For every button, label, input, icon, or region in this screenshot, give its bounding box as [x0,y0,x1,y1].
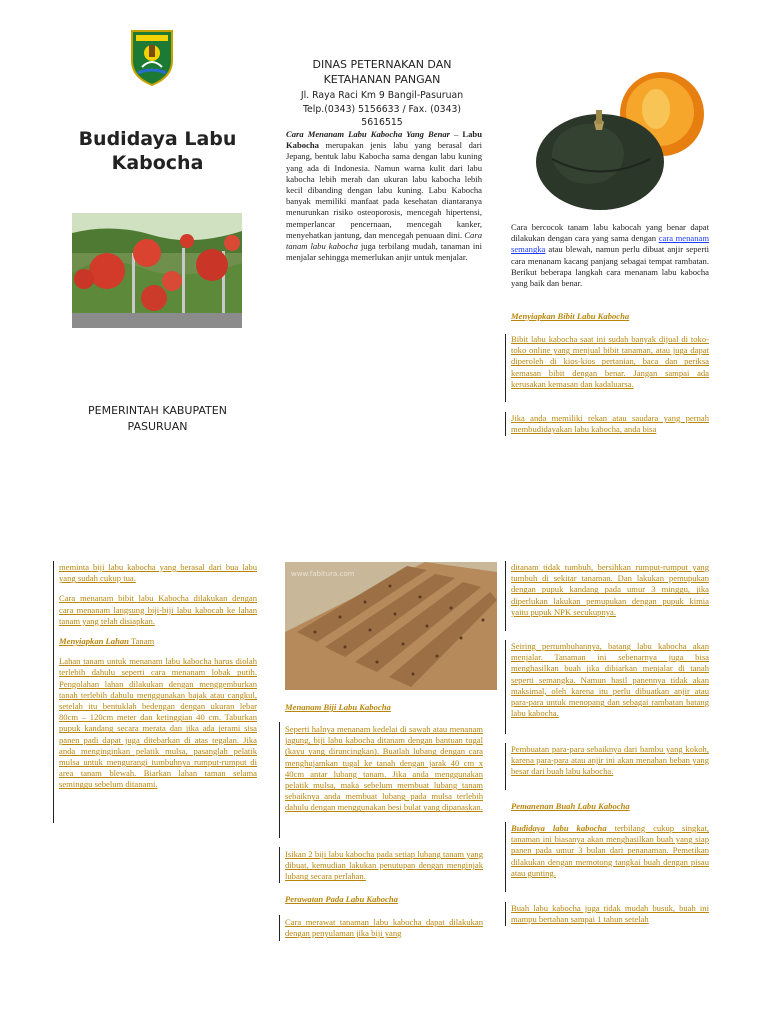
title-line2: Kabocha [111,152,204,174]
page-title [60,127,255,175]
right-intro-a: Cara bercocok tanam labu kabocah yang benar dapat dilakukan dengan cara yang sama dengan [511,222,709,244]
col3-paragraph-5[interactable]: Buah labu kabocha juga tidak mudah busuk, buah ini mampu bertahan sampai 1 tahun setelah [511,903,709,925]
col3-p4-text: terbilang cukup singkat, tanaman ini biasanya akan menghasilkan buah yang siap panen pada umur 3 bulan dari penanaman. Pemetikan dilakukan dengan memotong tangkai buah dengan pisau atau gunting. [511,823,709,878]
column-left [59,562,257,800]
bibit-paragraph[interactable]: Bibit labu kabocha saat ini sudah banyak dijual di toko-toko online yang menjual bibit tanaman, atau juga dapat diperoleh di kios-kios pertanian, baca dan periksa kemasan bibit dengan benar. Jangan sampai ada kerusakan kemasan dan kadaluarsa. [511,334,709,389]
margin-bar [279,915,280,941]
col1-paragraph-1[interactable]: meminta biji labu kabocha yang berasal dari bua labu yang sudah cukup tua. [59,562,257,584]
col2-paragraph-1[interactable]: Seperti halnya menanam kedelai di sawah atau menanam jagung, biji labu kabocha ditanam dengan bantuan tugal (kayu yang diruncingkan). Buatlah lubang dengan cara menghujamkan tugal ke tanah dengan jarak 40 cm x 40cm antar lubang tanam. Jika anda menggunakan pelatik mulsa, maka sebelum membuat lubang tanam sebaiknya anda membuat lubang pada mulsa terlebih dahulu dengan menggunakan besi bulat yang dipanaskan. [285,724,483,813]
title-line1: Budidaya Labu [78,128,237,150]
agency-address: Jl. Raya Raci Km 9 Bangil-Pasuruan [300,90,464,101]
photo-watermark: www.fabitura.com [291,570,355,578]
agency-name-line1: DINAS PETERNAKAN DAN [312,58,452,71]
planting-bed-photo [285,562,497,690]
heading-perawatan: Perawatan Pada Labu Kabocha [285,894,398,904]
rekan-paragraph[interactable]: Jika anda memiliki rekan atau saudara yang pernah membudidayakan labu kabocha, anda bisa [511,413,709,435]
col1-paragraph-3[interactable]: Lahan tanam untuk menanam labu kabocha harus diolah terlebih dahulu seperti cara menanam lobak putih. Pengolahan lahan dilakukan dengan menggemburkan tanah terlebih dahulu menggunakan bajak atau cangkul, setelah itu bentuklah bedengan dengan ukuran lebar 80cm – 120cm meter dan ketinggian 40 cm. Taburkan pupuk kandang secara merata dan jika ada jerami sisa panen padi dapat juga ditebarkan di atas tegalan. Jika anda menginginkan pelatik mulsa, pasanglah pelatik mulsa untuk mengurangi tumbuhnya rumput-rumput di area tanam blewah. Biarkan lahan taman selama seminggu sebelum ditanami. [59,656,257,790]
budidaya-bold: Budidaya labu kabocha [511,823,607,833]
col3-paragraph-3[interactable]: Pembuatan para-para sebaiknya dari bambu yang kokoh, karena para-para atau anjir ini akan menahan beban yang besar dari buah labu kabocha. [511,744,709,777]
heading-lahan-italic: Menyiapkan Lahan [59,636,129,647]
col2-paragraph-2[interactable]: Isikan 2 biji labu kabocha pada setiap lubang tanam yang dibuat, kemudian lakukan penutupan dengan menginjak lubang secara perlahan. [285,849,483,882]
intro-italic2: Cara tanam labu kabocha [286,229,482,252]
heading-pemanenan: Pemanenan Buah Labu Kabocha [511,801,630,811]
margin-bar [505,902,506,926]
heading-lahan-rest: Tanam [128,636,155,647]
government-line1: PEMERINTAH KABUPATEN [88,404,227,417]
intro-paragraph [286,129,482,263]
col2-paragraph-3[interactable]: Cara merawat tanaman labu kabocha dapat dilakukan dengan penyulaman jika biji yang [285,917,483,939]
regency-logo [128,27,176,87]
right-intro [511,222,709,289]
col3-paragraph-4[interactable] [511,823,709,879]
intro-lead-italic: Cara Menanam Labu Kabocha Yang Benar [286,129,450,139]
right-intro-b: atau blewah, namun perlu dibuat anjir seperti cara menanam kacang panjang sebagai tempat rambatan. Berikut beberapa langkah cara menanam labu kabocha yang baik dan benar. [511,244,709,289]
margin-bar [505,822,506,892]
kabocha-vines-photo [72,213,242,328]
heading-lahan [59,636,257,647]
margin-bar [505,743,506,790]
intro-body1: merupakan jenis labu yang berasal dari Jepang, bentuk labu Kabocha sama dengan labu kuning yang ada di Indonesia. Namun warna kulit dari labu kabocha lebih merah dan ukuran labu kabocha lebih kecil dibanding dengan labu kuning. Labu Kabocha banyak memiliki manfaat pada kesehatan diantaranya menurunkan risiko osteoporosis, mencegah hipertensi, memperlancar pencernaan, mencegah kanker, menyehatkan jantung, dan mencegah penuaan dini. [286,140,482,240]
agency-phone2: 5616515 [361,117,403,128]
margin-bar [505,561,506,631]
agency-name-line2: KETAHANAN PANGAN [323,73,441,86]
heading-bibit: Menyiapkan Bibit Labu Kabocha [511,311,630,321]
semangka-link[interactable]: cara menanam semangka [511,233,709,255]
margin-bar [53,561,54,823]
margin-bar [505,412,506,436]
agency-phone: Telp.(0343) 5156633 / Fax. (0343) [302,103,462,115]
col3-paragraph-1[interactable]: ditanam tidak tumbuh, bersihkan rumput-rumput yang tumbuh di sekitar tanaman. Dan lakukan pemupukan dengan pupuk kandang pada umur 3 minggu, jika diperlukan lakukan pemupukan dengan pupuk kimia yaitu pupuk NPK secukupnya. [511,562,709,617]
margin-bar [505,640,506,734]
government-label [70,403,245,435]
kabocha-pumpkin-photo [532,64,707,214]
col1-paragraph-2[interactable]: Cara menanam bibit labu Kabocha dilakukan dengan cara menanam langsung biji-biji labu kabocah ke lahan tanam yang telah disiapkan. [59,593,257,626]
margin-bar [279,847,280,883]
intro-lead-bold: Labu Kabocha [286,129,482,151]
government-line2: PASURUAN [127,420,188,433]
col3-paragraph-2[interactable]: Seiring pertumbuhannya, batang labu kabocha akan menjalar. Tanaman ini sebenarnya juga bisa menghasilkan buah jika dibiarkan menjalar di tanah seperti semangka. Namun hasil panennya tidak akan maksimal, oleh karena itu perlu dibuatkan anjir atau para-para untuk menopang dan sebagai rambatan batang labu kabocha. [511,641,709,719]
margin-bar [505,334,506,402]
margin-bar [279,722,280,838]
heading-menanam-biji: Menanam Biji Labu Kabocha [285,702,391,712]
agency-header [282,57,482,130]
intro-dash: – [450,129,463,139]
intro-body2: juga terbilang mudah, tanaman ini menjalar sehingga memerlukan anjir untuk menjalar. [286,241,482,263]
